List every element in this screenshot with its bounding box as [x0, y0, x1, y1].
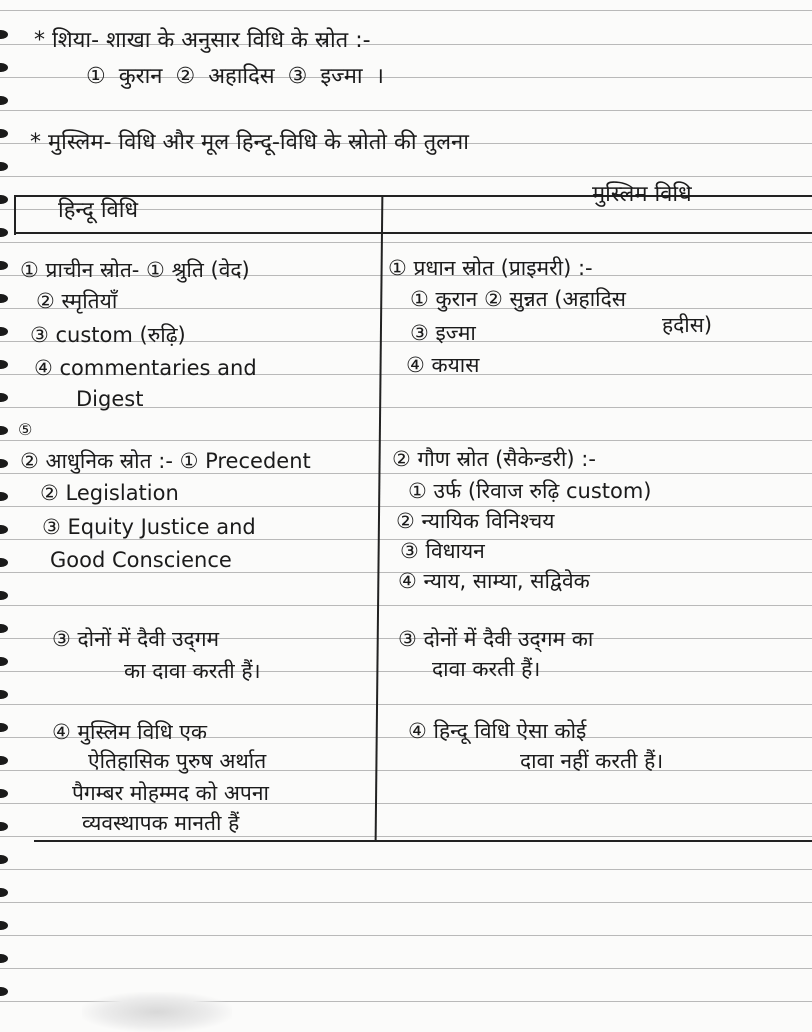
binding-hole: [0, 162, 8, 171]
left-line: ③ दोनों में दैवी उद्‌गम: [52, 627, 220, 651]
right-line: ④ न्याय, साम्या, सद्विवेक: [398, 569, 590, 593]
binding-hole: [0, 129, 8, 138]
left-line: ① प्राचीन स्रोत- ① श्रुति (वेद): [20, 258, 250, 282]
binding-hole: [0, 492, 8, 501]
binding-hole: [0, 96, 8, 105]
table-column-divider: [375, 195, 384, 840]
binding-hole: [0, 888, 8, 897]
binding-hole: [0, 63, 8, 72]
table-left-border: [14, 195, 16, 235]
binding-hole: [0, 426, 8, 435]
hindu-law-header: हिन्दू विधि: [58, 198, 139, 223]
binding-hole: [0, 855, 8, 864]
binding-hole: [0, 624, 8, 633]
right-line: ④ हिन्दू विधि ऐसा कोई: [408, 719, 587, 743]
binding-hole: [0, 921, 8, 930]
right-line: ② न्यायिक विनिश्चय: [396, 509, 555, 533]
binding-hole: [0, 657, 8, 666]
right-line: ① कुरान ② सुन्नत (अहादिस: [410, 287, 626, 311]
left-line: ③ custom (रुढ़ि): [30, 323, 186, 347]
left-line: ⑤: [18, 420, 33, 439]
binding-hole: [0, 756, 8, 765]
left-line: ③ Equity Justice and: [42, 515, 256, 539]
binding-hole: [0, 261, 8, 270]
muslim-law-header: मुस्लिम विधि: [592, 182, 692, 207]
binding-hole: [0, 558, 8, 567]
binding-hole: [0, 393, 8, 402]
binding-hole: [0, 327, 8, 336]
left-line: पैगम्बर मोहम्मद को अपना: [72, 781, 269, 805]
binding-hole: [0, 360, 8, 369]
comparison-heading: * मुस्लिम- विधि और मूल हिन्दू-विधि के स्रोतो की तुलना: [30, 130, 469, 155]
right-line: ③ विधायन: [400, 539, 485, 563]
binding-hole: [0, 228, 8, 237]
right-line: ① प्रधान स्रोत (प्राइमरी) :-: [388, 256, 593, 280]
binding-hole: [0, 954, 8, 963]
left-line: ② स्मृतियाँ: [36, 289, 118, 313]
left-line: ④ commentaries and: [34, 356, 257, 380]
binding-hole: [0, 294, 8, 303]
left-line: Good Conscience: [50, 548, 232, 572]
left-line: ऐतिहासिक पुरुष अर्थात: [88, 749, 267, 773]
page-smudge: [82, 992, 232, 1032]
left-line: ④ मुस्लिम विधि एक: [52, 720, 208, 744]
left-line: का दावा करती हैं।: [124, 659, 261, 683]
shia-sources-heading: * शिया- शाखा के अनुसार विधि के स्रोत :-: [34, 28, 371, 53]
binding-hole: [0, 690, 8, 699]
right-line: दावा नहीं करती हैं।: [520, 749, 664, 773]
left-line: Digest: [76, 387, 144, 411]
right-line: ③ दोनों में दैवी उद्‌गम का: [398, 627, 594, 651]
table-header-divider: [14, 232, 812, 234]
right-line: ① उर्फ (रिवाज रुढ़ि custom): [408, 479, 652, 503]
binding-hole: [0, 789, 8, 798]
right-line: दावा करती हैं।: [432, 657, 541, 681]
binding-hole: [0, 30, 8, 39]
spiral-binding: [0, 0, 16, 1024]
binding-hole: [0, 591, 8, 600]
binding-hole: [0, 822, 8, 831]
shia-sources-list: ① कुरान ② अहादिस ③ इज्मा ।: [86, 64, 384, 89]
binding-hole: [0, 525, 8, 534]
binding-hole: [0, 195, 8, 204]
table-top-border: [14, 195, 812, 197]
left-line: ② Legislation: [40, 481, 179, 505]
binding-hole: [0, 987, 8, 996]
right-line: ④ कयास: [406, 353, 480, 377]
left-line: व्यवस्थापक मानती हैं: [82, 811, 240, 835]
table-bottom-border: [34, 840, 812, 842]
binding-hole: [0, 459, 8, 468]
right-line: हदीस): [662, 313, 713, 337]
binding-hole: [0, 723, 8, 732]
right-line: ② गौण स्रोत (सैकेन्डरी) :-: [392, 447, 596, 471]
right-line: ③ इज्मा: [410, 321, 476, 345]
left-line: ② आधुनिक स्रोत :- ① Precedent: [20, 449, 311, 473]
